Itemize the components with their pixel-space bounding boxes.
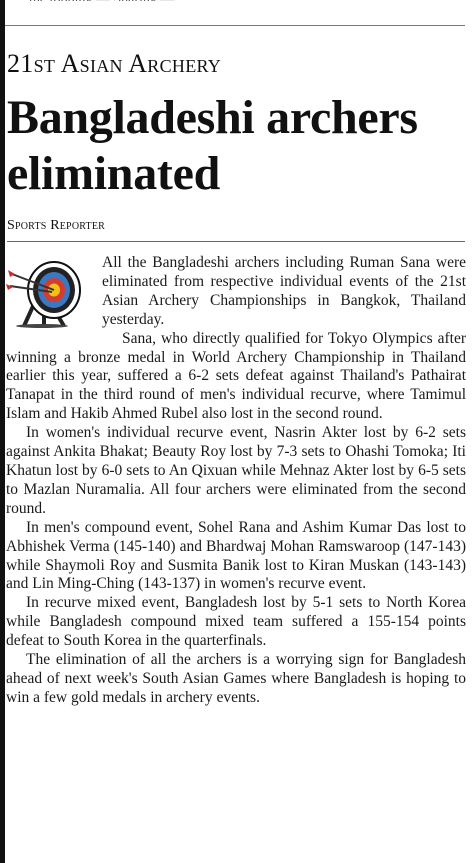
article-byline: Sports Reporter: [7, 218, 105, 233]
byline-divider: [7, 241, 465, 242]
paragraph: In men's compound event, Sohel Rana and Ashim Kumar Das lost to Abhishek Verma (145-140) and Bhardwaj Mohan Ramswaroop (147-143) while Shaymoli Roy and Susmita Banik lost to Kiran Muskan (143-143) and Lin Ming-Ching (143-137) in women's recurve event.: [6, 518, 466, 593]
article-body: [6, 254, 466, 708]
previous-article-fragment: [5, 0, 475, 1]
paragraph: In recurve mixed event, Bangladesh lost by 5-1 sets to North Korea while Bangladesh compound mixed team suffered a 155-154 points defeat to South Korea in the quarterfinals.: [6, 594, 466, 650]
top-divider: [5, 25, 465, 26]
article-headline: Bangladeshi archers eliminated: [7, 91, 418, 200]
paragraph: In women's individual recurve event, Nasrin Akter lost by 6-2 sets against Ankita Bhakat; Beauty Roy lost by 7-3 sets to Ohashi Tomoka; Iti Khatun lost by 6-0 sets to An Qixuan while Mehnaz Akter lost by 6-5 sets to Mazlan Nuramalia. All four archers were eliminated from the second round.: [6, 424, 466, 517]
archery-target-icon: [6, 256, 96, 328]
paragraph: Sana, who directly qualified for Tokyo Olympics after winning a bronze medal in World Archery Championship in Thailand earlier this year, suffered a 6-2 sets defeat against Thailand's Pathairat Tanapat in the third round of men's individual recurve, where Tamimul Islam and Hakib Ahmed Rubel also lost in the second round.: [6, 329, 466, 423]
article-kicker: 21st Asian Archery: [7, 49, 222, 78]
paragraph: The elimination of all the archers is a worrying sign for Bangladesh ahead of next week's South Asian Games where Bangladesh is hoping to win a few gold medals in archery events.: [6, 651, 466, 706]
paragraph: All the Bangladeshi archers including Ruman Sana were eliminated from respective individual events of the 21st Asian Archery Championships in Bangkok, Thailand yesterday.: [102, 254, 466, 328]
page-margin-bar: [0, 0, 5, 863]
